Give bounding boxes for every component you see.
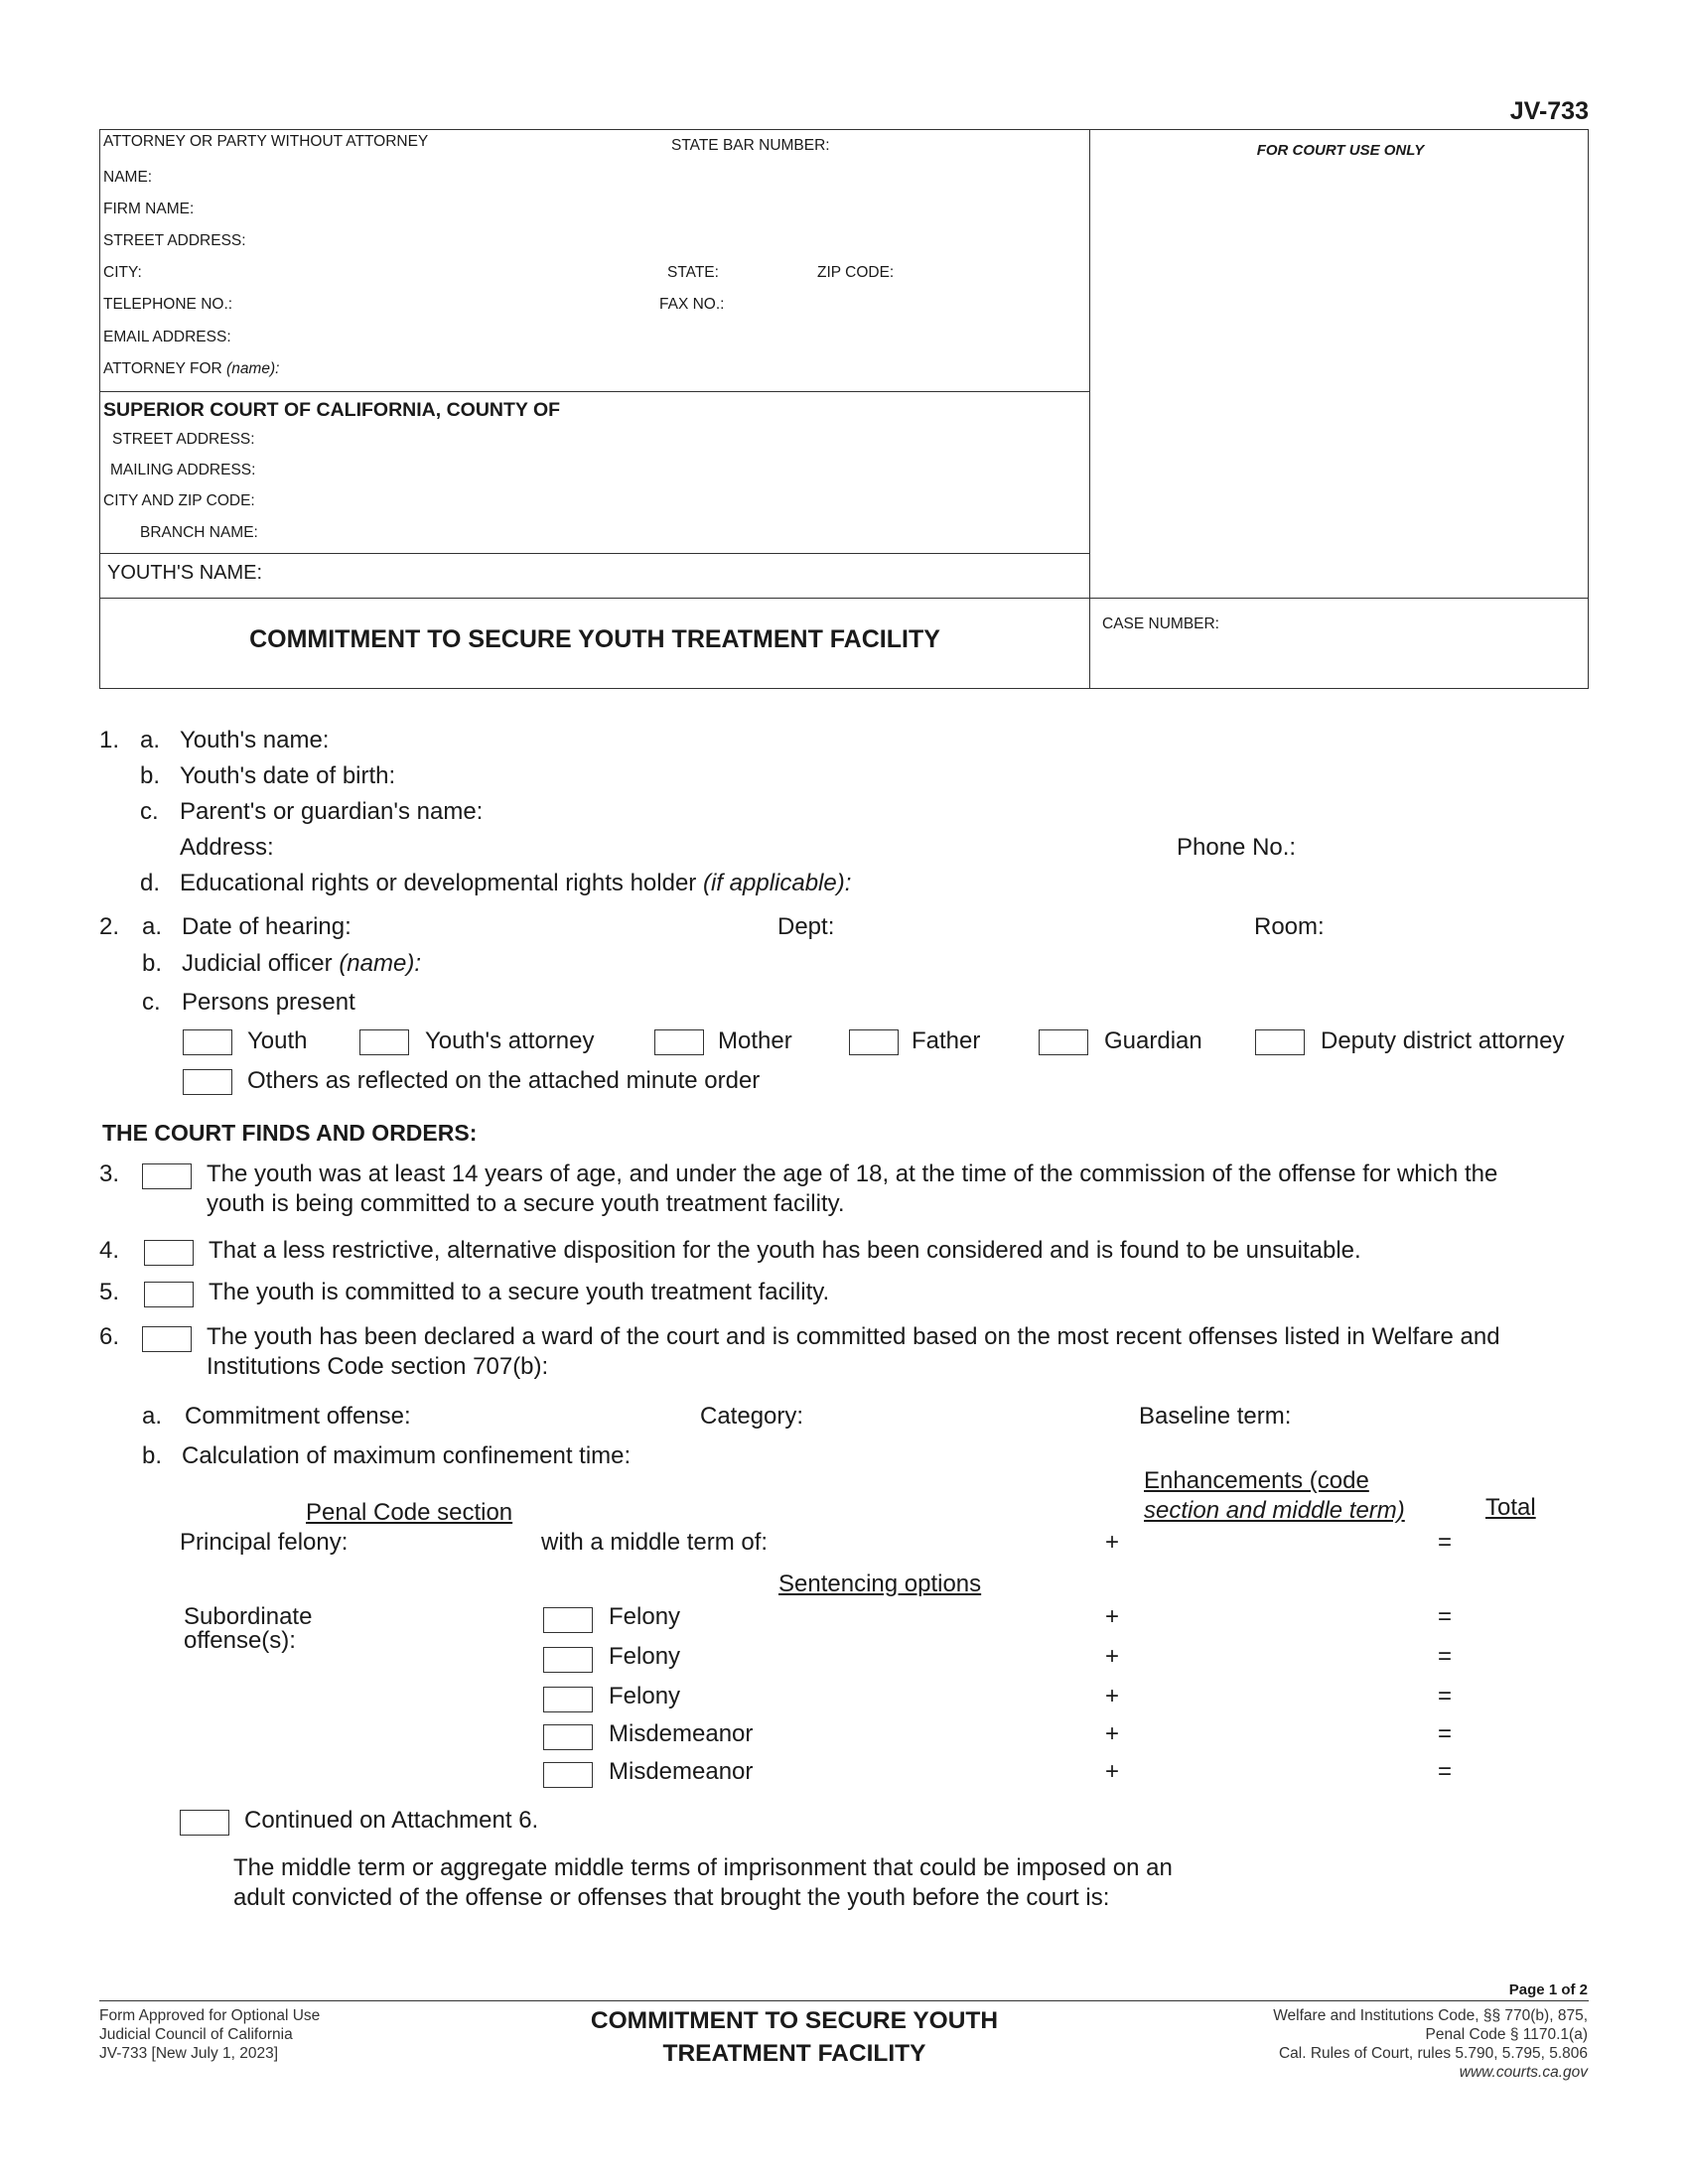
court-heading: SUPERIOR COURT OF CALIFORNIA, COUNTY OF: [103, 399, 561, 421]
enhancements-header-2: section and middle term): [1144, 1497, 1405, 1524]
continued-attachment-checkbox[interactable]: [180, 1810, 229, 1836]
option-2-plus: +: [1105, 1643, 1120, 1670]
youth-present-label: Youth: [247, 1027, 308, 1054]
state-bar-label[interactable]: STATE BAR NUMBER:: [671, 137, 830, 154]
item-3-number: 3.: [99, 1160, 120, 1187]
footer-left-1: Form Approved for Optional Use: [99, 2007, 321, 2024]
item-2b-letter: b.: [142, 950, 163, 977]
item-3-line-1: The youth was at least 14 years of age, and under the age of 18, at the time of the commission of the offense for which the: [207, 1160, 1498, 1187]
option-2-equals: =: [1438, 1643, 1453, 1670]
youth-dob-line[interactable]: Youth's date of birth:: [180, 762, 396, 789]
option-4-plus: +: [1105, 1720, 1120, 1747]
baseline-term-line[interactable]: Baseline term:: [1139, 1403, 1292, 1430]
item-6a-letter: a.: [142, 1403, 163, 1430]
fax-field[interactable]: FAX NO.:: [659, 296, 725, 313]
rights-holder-label: Educational rights or developmental rights holder: [180, 870, 697, 896]
case-number-field[interactable]: CASE NUMBER:: [1102, 615, 1219, 632]
option-4-label: Misdemeanor: [609, 1720, 754, 1747]
attorney-for-field[interactable]: [103, 360, 279, 378]
item-2a-letter: a.: [142, 913, 163, 940]
attorney-for-note: (name):: [226, 360, 280, 377]
middle-term-statement-1: The middle term or aggregate middle terms of imprisonment that could be imposed on an: [233, 1854, 1173, 1881]
judicial-officer-label: Judicial officer: [182, 950, 333, 977]
hearing-date-line[interactable]: Date of hearing:: [182, 913, 352, 940]
court-mailing-field[interactable]: MAILING ADDRESS:: [110, 462, 256, 478]
form-title: COMMITMENT TO SECURE YOUTH TREATMENT FACILITY: [249, 625, 940, 653]
city-field[interactable]: CITY:: [103, 264, 142, 281]
penal-code-header: Penal Code section: [306, 1499, 513, 1526]
form-number: JV-733: [1509, 97, 1589, 125]
option-4-equals: =: [1438, 1720, 1453, 1747]
item-6-number: 6.: [99, 1323, 120, 1350]
youth-name-line[interactable]: Youth's name:: [180, 727, 330, 753]
street-address-field[interactable]: STREET ADDRESS:: [103, 232, 246, 249]
principal-plus: +: [1105, 1529, 1120, 1556]
footer-title-2: TREATMENT FACILITY: [662, 2040, 926, 2067]
option-1-label: Felony: [609, 1603, 681, 1630]
item-5-checkbox[interactable]: [144, 1282, 194, 1307]
footer-left-3: JV-733 [New July 1, 2023]: [99, 2045, 279, 2062]
judicial-officer-line[interactable]: [182, 950, 421, 978]
others-present-checkbox[interactable]: [183, 1069, 232, 1095]
rights-holder-note: (if applicable):: [702, 870, 852, 896]
item-1a-letter: a.: [140, 727, 161, 753]
court-street-field[interactable]: STREET ADDRESS:: [112, 431, 255, 448]
subordinate-label-1: Subordinate: [184, 1603, 313, 1630]
attorney-present-checkbox[interactable]: [359, 1029, 409, 1055]
option-2-checkbox[interactable]: [543, 1647, 593, 1673]
findings-heading: THE COURT FINDS AND ORDERS:: [102, 1120, 478, 1146]
mother-present-label: Mother: [718, 1027, 792, 1054]
item-6b-letter: b.: [142, 1442, 163, 1469]
footer-left-2: Judicial Council of California: [99, 2026, 293, 2043]
zip-code-field[interactable]: ZIP CODE:: [817, 264, 895, 281]
judicial-officer-note: (name):: [339, 950, 421, 977]
mother-present-checkbox[interactable]: [654, 1029, 704, 1055]
option-3-label: Felony: [609, 1683, 681, 1709]
room-line[interactable]: Room:: [1254, 913, 1325, 940]
footer-right-2: Penal Code § 1170.1(a): [1425, 2026, 1588, 2043]
youth-name-field[interactable]: YOUTH'S NAME:: [107, 562, 263, 584]
item-1c-letter: c.: [140, 798, 159, 825]
item-1d-letter: d.: [140, 870, 161, 896]
youth-present-checkbox[interactable]: [183, 1029, 232, 1055]
firm-name-field[interactable]: FIRM NAME:: [103, 201, 195, 217]
footer-right-3: Cal. Rules of Court, rules 5.790, 5.795, 5.806: [1278, 2045, 1588, 2062]
footer-rule: [99, 2000, 1589, 2001]
court-use-label: FOR COURT USE ONLY: [1256, 142, 1425, 159]
court-city-zip-field[interactable]: CITY AND ZIP CODE:: [103, 492, 255, 509]
option-5-equals: =: [1438, 1758, 1453, 1785]
youth-title-divider: [99, 598, 1589, 599]
sentencing-options-header: Sentencing options: [778, 1570, 982, 1597]
page-number: Page 1 of 2: [1508, 1981, 1588, 1998]
subordinate-label-2: offense(s):: [184, 1627, 296, 1654]
item-1b-letter: b.: [140, 762, 161, 789]
email-field[interactable]: EMAIL ADDRESS:: [103, 329, 231, 345]
middle-term-label[interactable]: with a middle term of:: [541, 1529, 769, 1556]
principal-felony-label[interactable]: Principal felony:: [180, 1529, 349, 1556]
guardian-present-label: Guardian: [1104, 1027, 1202, 1054]
item-6-line-1: The youth has been declared a ward of the court and is committed based on the most recent offenses listed in Welfare and: [207, 1323, 1500, 1350]
option-3-checkbox[interactable]: [543, 1687, 593, 1712]
item-5-text: The youth is committed to a secure youth treatment facility.: [209, 1279, 830, 1305]
item-4-checkbox[interactable]: [144, 1240, 194, 1266]
courts-website-link[interactable]: www.courts.ca.gov: [1459, 2064, 1588, 2081]
option-1-checkbox[interactable]: [543, 1607, 593, 1633]
guardian-present-checkbox[interactable]: [1039, 1029, 1088, 1055]
item-4-number: 4.: [99, 1237, 120, 1264]
option-3-equals: =: [1438, 1683, 1453, 1709]
item-1-number: 1.: [99, 727, 120, 753]
item-4-text: That a less restrictive, alternative disposition for the youth has been considered and is found to be unsuitable.: [209, 1237, 1361, 1264]
option-2-label: Felony: [609, 1643, 681, 1670]
telephone-field[interactable]: TELEPHONE NO.:: [103, 296, 233, 313]
father-present-checkbox[interactable]: [849, 1029, 899, 1055]
enhancements-header-1: Enhancements (code: [1144, 1467, 1369, 1494]
continued-attachment-label: Continued on Attachment 6.: [244, 1807, 539, 1834]
option-3-plus: +: [1105, 1683, 1120, 1709]
item-3-checkbox[interactable]: [142, 1163, 192, 1189]
category-line[interactable]: Category:: [700, 1403, 804, 1430]
deputy-da-present-checkbox[interactable]: [1255, 1029, 1305, 1055]
item-6-line-2: Institutions Code section 707(b):: [207, 1353, 549, 1380]
item-5-number: 5.: [99, 1279, 120, 1305]
caption-divider: [1089, 129, 1090, 689]
father-present-label: Father: [912, 1027, 981, 1054]
guardian-phone-line[interactable]: Phone No.:: [1177, 834, 1297, 861]
option-5-label: Misdemeanor: [609, 1758, 754, 1785]
court-youth-divider: [99, 553, 1090, 554]
attorney-for-label: ATTORNEY FOR: [103, 360, 222, 377]
principal-equals: =: [1438, 1529, 1453, 1556]
state-field[interactable]: STATE:: [667, 264, 719, 281]
attorney-present-label: Youth's attorney: [425, 1027, 595, 1054]
branch-name-field[interactable]: BRANCH NAME:: [140, 524, 258, 541]
option-5-plus: +: [1105, 1758, 1120, 1785]
guardian-address-line[interactable]: Address:: [180, 834, 274, 861]
item-6-checkbox[interactable]: [142, 1326, 192, 1352]
max-confinement-label: Calculation of maximum confinement time:: [182, 1442, 632, 1469]
footer-title-1: COMMITMENT TO SECURE YOUTH: [590, 2007, 999, 2034]
name-field[interactable]: NAME:: [103, 169, 153, 186]
item-3-line-2: youth is being committed to a secure youth treatment facility.: [207, 1190, 845, 1217]
deputy-da-present-label: Deputy district attorney: [1321, 1027, 1565, 1054]
total-header: Total: [1485, 1494, 1536, 1521]
guardian-name-line[interactable]: Parent's or guardian's name:: [180, 798, 484, 825]
footer-right-1: Welfare and Institutions Code, §§ 770(b), 875,: [1273, 2007, 1588, 2024]
option-5-checkbox[interactable]: [543, 1762, 593, 1788]
attorney-label: ATTORNEY OR PARTY WITHOUT ATTORNEY: [103, 133, 429, 150]
others-present-label: Others as reflected on the attached minute order: [247, 1067, 761, 1094]
option-4-checkbox[interactable]: [543, 1724, 593, 1750]
persons-present-label: Persons present: [182, 989, 355, 1016]
middle-term-statement-2: adult convicted of the offense or offenses that brought the youth before the court is:: [233, 1884, 1110, 1911]
rights-holder-line[interactable]: [180, 870, 851, 897]
commitment-offense-line[interactable]: Commitment offense:: [185, 1403, 411, 1430]
option-1-equals: =: [1438, 1603, 1453, 1630]
option-1-plus: +: [1105, 1603, 1120, 1630]
attorney-court-divider: [99, 391, 1090, 392]
item-2-number: 2.: [99, 913, 120, 940]
item-2c-letter: c.: [142, 989, 161, 1016]
dept-line[interactable]: Dept:: [777, 913, 835, 940]
